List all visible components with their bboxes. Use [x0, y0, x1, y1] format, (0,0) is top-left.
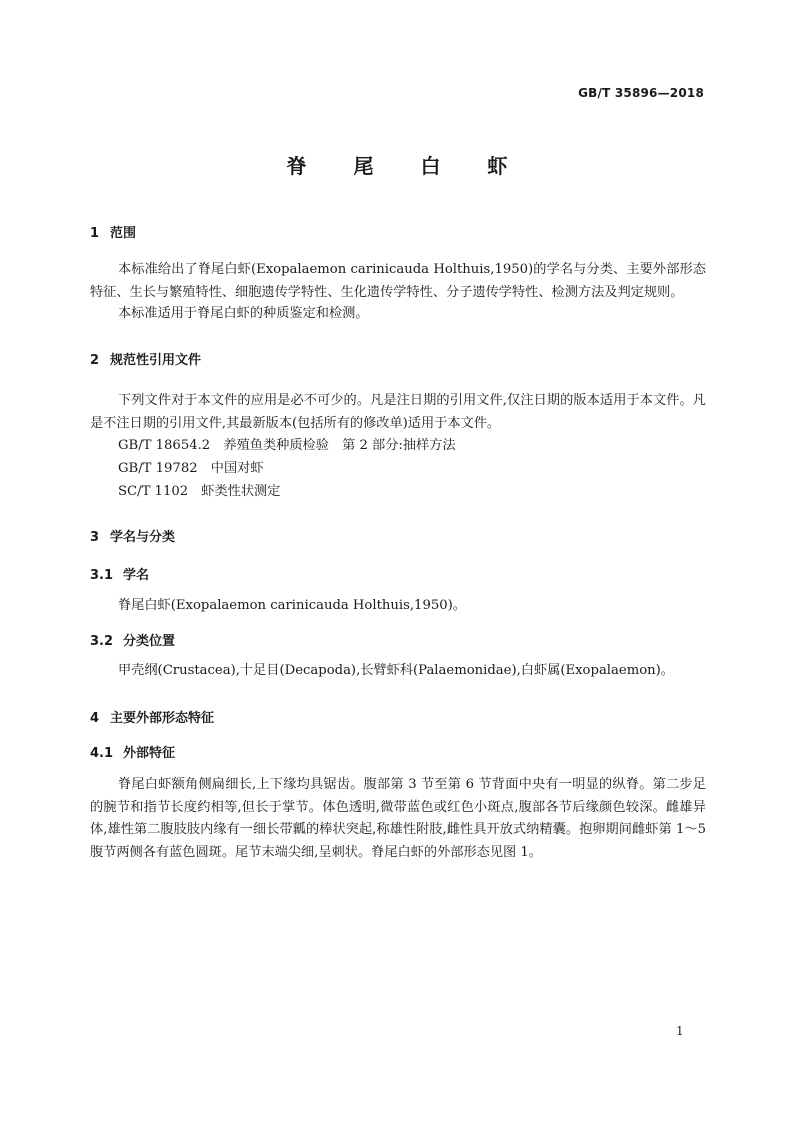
section-title: 学名与分类	[110, 530, 176, 545]
section-3-heading	[90, 526, 175, 545]
subsection-title: 分类位置	[123, 634, 176, 649]
standard-code: GB/T 35896—2018	[578, 86, 704, 100]
subsection-number: 3.2	[90, 634, 114, 649]
subsection-4-1-text: 脊尾白虾额角侧扁细长,上下缘均具锯齿。腹部第 3 节至第 6 节背面中央有一明显的纵脊。第二步足的腕节和指节长度约相等,但长于掌节。体色透明,微带蓝色或红色小斑点,腹部各节后缘颜色较深。雌雄异体,雄性第二腹肢肢内缘有一细长带瓤的棒状突起,称雄性附肢,雌性具开放式纳精囊。抱卵期间雌虾第 1～5 腹节两侧各有蓝色圆斑。尾节末端尖细,呈刺状。脊尾白虾的外部形态见图 1。	[90, 777, 706, 860]
subsection-title: 外部特征	[123, 746, 176, 761]
section-number: 3	[90, 530, 100, 545]
section-title: 规范性引用文件	[110, 353, 202, 368]
page-number: 1	[676, 1024, 684, 1038]
document-title: 脊 尾 白 虾	[286, 154, 528, 178]
section-2-heading	[90, 349, 201, 368]
section-2-paragraph-1: 下列文件对于本文件的应用是必不可少的。凡是注日期的引用文件,仅注日期的版本适用于本文件。凡是不注日期的引用文件,其最新版本(包括所有的修改单)适用于本文件。	[90, 393, 706, 431]
section-4-heading	[90, 707, 214, 726]
reference-item: SC/T 1102 虾类性状测定	[118, 484, 281, 499]
subsection-4-1-heading	[90, 742, 175, 761]
section-number: 2	[90, 353, 100, 368]
section-number: 1	[90, 226, 100, 241]
section-1-heading	[90, 222, 136, 241]
subsection-3-2-text: 甲壳纲(Crustacea),十足目(Decapoda),长臂虾科(Palaemonidae),白虾属(Exopalaemon)。	[118, 663, 674, 678]
subsection-number: 4.1	[90, 746, 114, 761]
subsection-3-1-heading	[90, 564, 149, 583]
subsection-title: 学名	[123, 568, 150, 583]
subsection-3-1-text: 脊尾白虾(Exopalaemon carinicauda Holthuis,1950)。	[118, 598, 466, 613]
section-1-paragraph-2: 本标准适用于脊尾白虾的种质鉴定和检测。	[118, 306, 369, 321]
subsection-3-2-heading	[90, 630, 175, 649]
section-title: 范围	[110, 226, 137, 241]
reference-item: GB/T 19782 中国对虾	[118, 461, 264, 476]
reference-item: GB/T 18654.2 养殖鱼类种质检验 第 2 部分:抽样方法	[118, 438, 456, 453]
section-number: 4	[90, 711, 100, 726]
subsection-number: 3.1	[90, 568, 114, 583]
section-1-paragraph-1: 本标准给出了脊尾白虾(Exopalaemon carinicauda Holthuis,1950)的学名与分类、主要外部形态特征、生长与繁殖特性、细胞遗传学特性、生化遗传学特性、分子遗传学特性、检测方法及判定规则。	[90, 262, 706, 300]
section-title: 主要外部形态特征	[110, 711, 215, 726]
